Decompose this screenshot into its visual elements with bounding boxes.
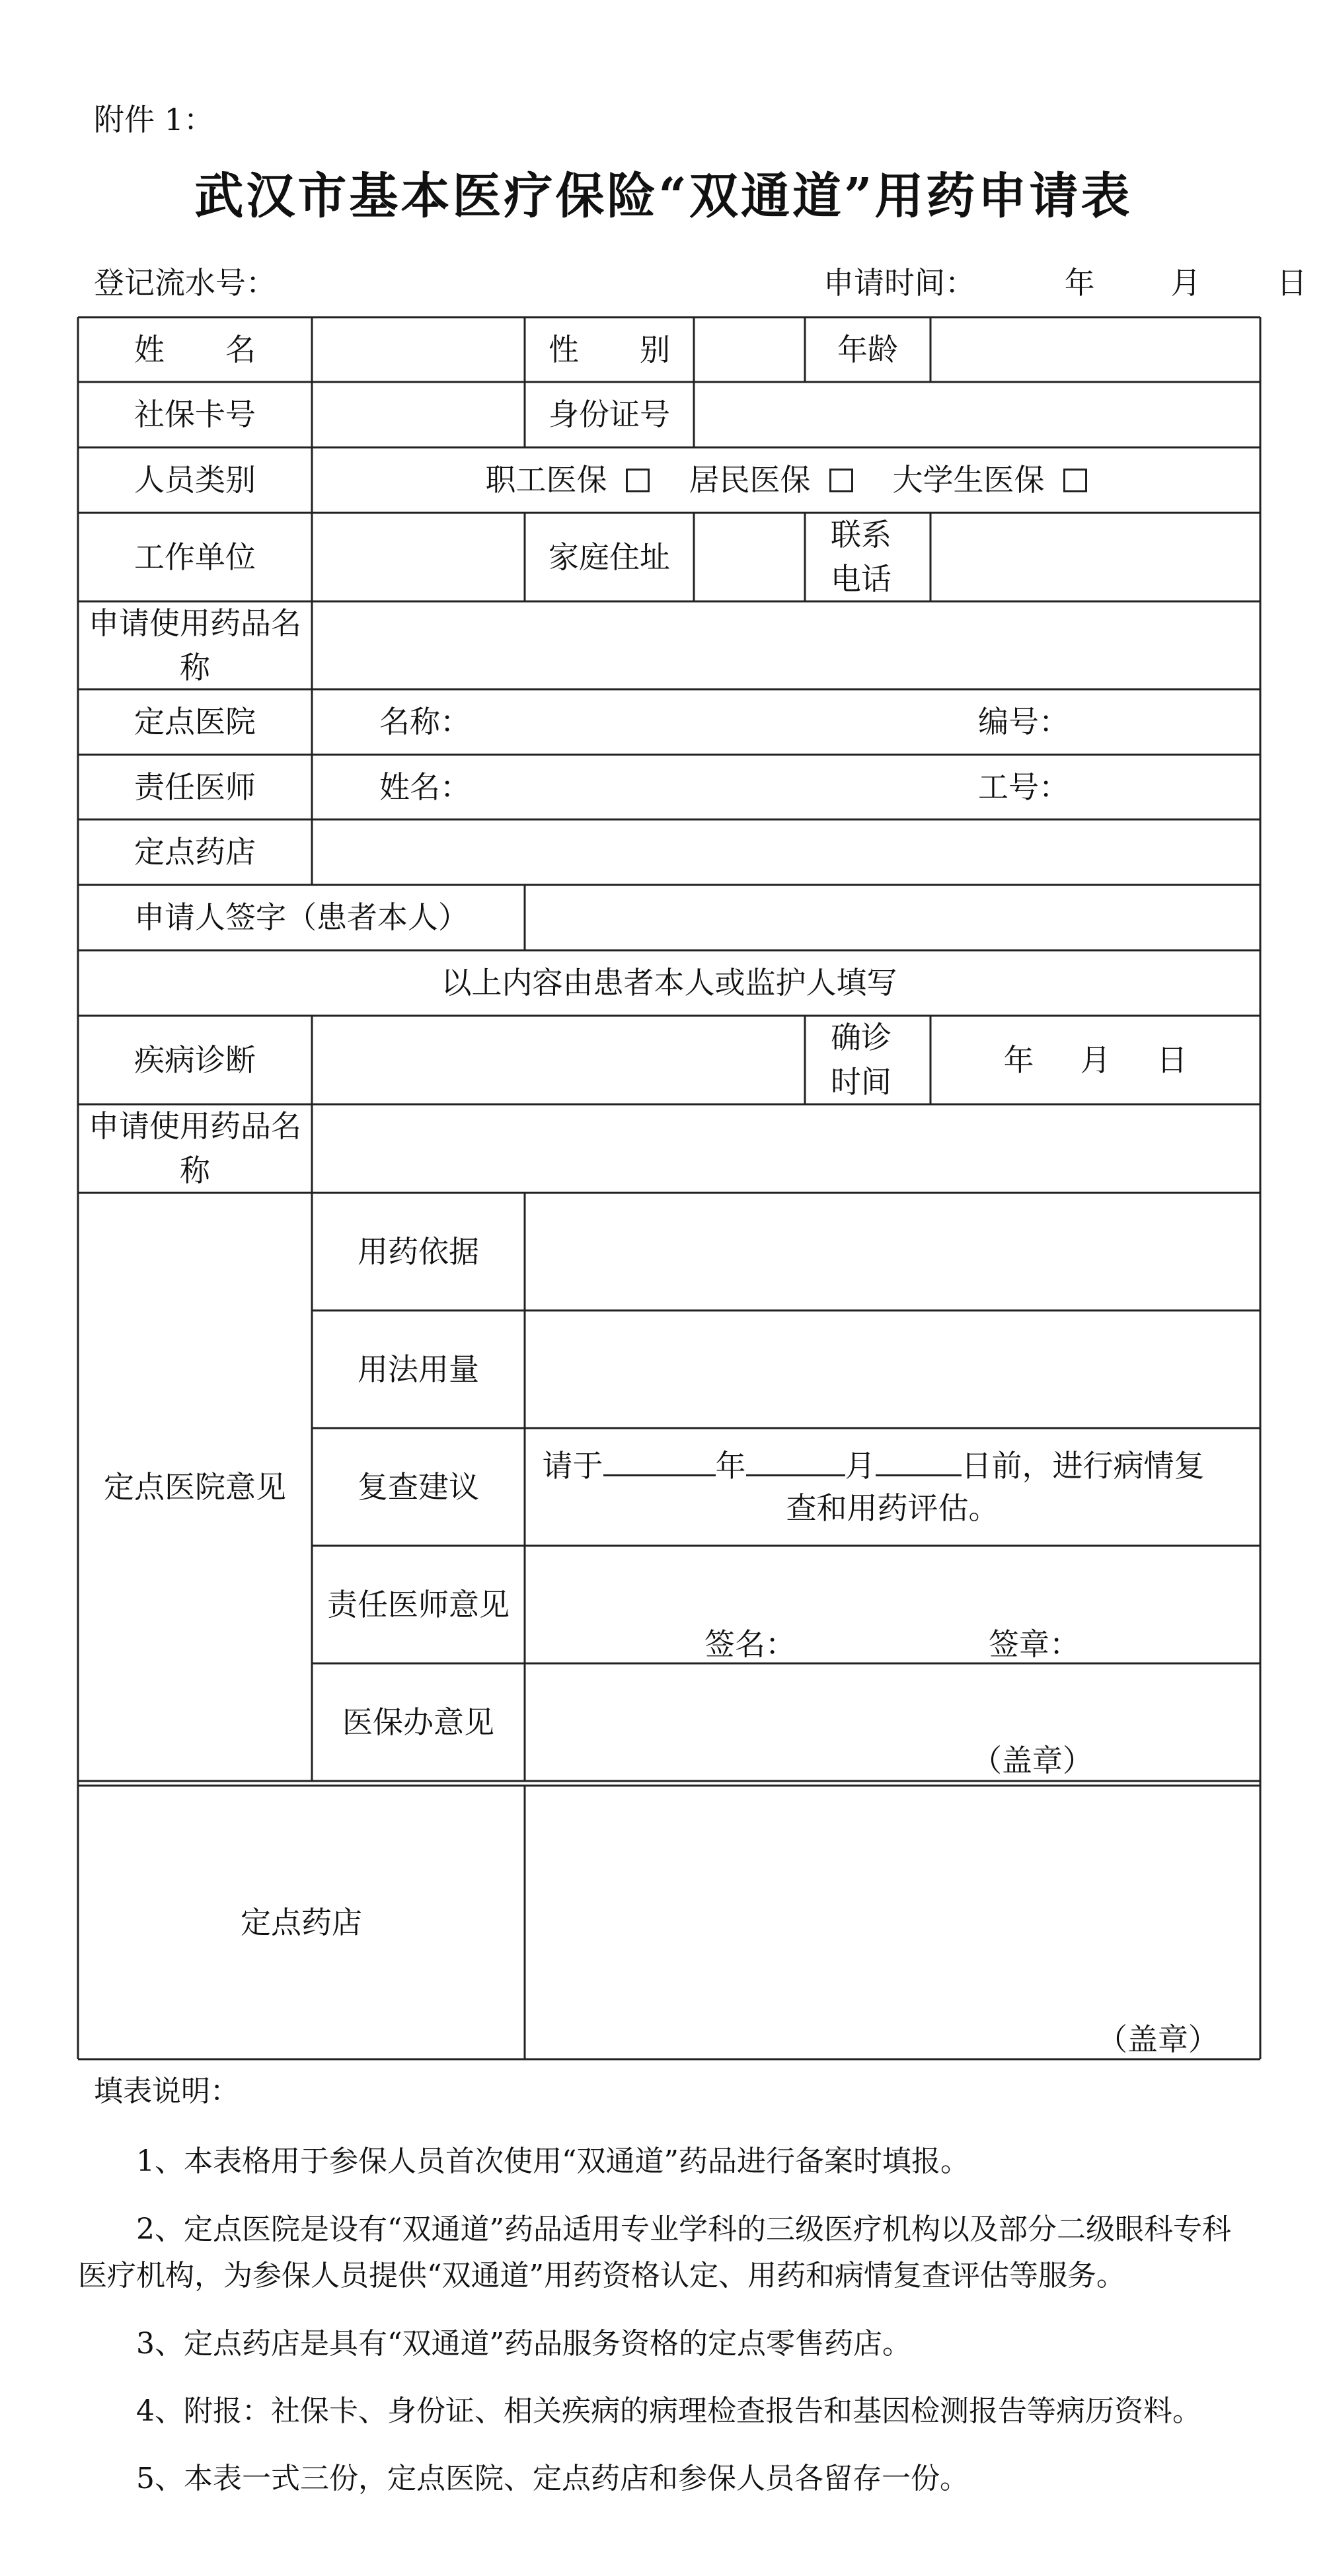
instruction-item: 5、本表一式三份，定点医院、定点药店和参保人员各留存一份。	[136, 2462, 969, 2496]
usage-basis-field[interactable]	[525, 1193, 1260, 1310]
apply-time-label: 申请时间：	[823, 265, 975, 301]
pharmacy-section-label: 定点药店	[241, 1904, 362, 1940]
gender-label: 性 别	[549, 331, 670, 367]
instruction-item: 1、本表格用于参保人员首次使用“双通道”药品进行备案时填报。	[136, 2144, 969, 2179]
dosage-field[interactable]	[525, 1310, 1260, 1428]
confirm-year: 年	[1003, 1042, 1034, 1078]
instructions-heading: 填表说明：	[94, 2074, 239, 2108]
doctor-number-label: 工号：	[978, 769, 1069, 805]
instruction-item: 2、定点医院是设有“双通道”药品适用专业学科的三级医疗机构以及部分二级眼科专科医疗机构，为参保人员提供“双通道”用药资格认定、用药和病情复查评估等服务。	[78, 2212, 1231, 2293]
pharmacy-field[interactable]	[312, 819, 1260, 885]
id-number-label: 身份证号	[549, 397, 670, 433]
doctor-sign-label: 签名：	[704, 1626, 796, 1662]
social-card-label: 社保卡号	[134, 397, 256, 433]
home-address-label: 家庭住址	[549, 539, 670, 575]
home-address-field[interactable]	[694, 513, 805, 601]
hospital-number-label: 编号：	[978, 704, 1069, 740]
category-options	[312, 447, 1260, 513]
category-option-student: 大学生医保	[892, 462, 1045, 498]
disease-diagnosis-label: 疾病诊断	[134, 1042, 256, 1078]
fill-instructions	[78, 2068, 1254, 2503]
category-option-employee: 职工医保	[485, 462, 607, 498]
apply-month: 月	[1170, 265, 1201, 301]
work-unit-label: 工作单位	[134, 539, 256, 575]
recheck-month-blank[interactable]	[746, 1445, 845, 1476]
recheck-advice	[525, 1428, 1260, 1546]
phone-field[interactable]	[930, 513, 1260, 601]
hospital-name-label: 名称：	[379, 704, 471, 740]
recheck-month: 月	[845, 1447, 876, 1484]
phone-label: 联系电话	[831, 517, 891, 597]
recheck-year-blank[interactable]	[603, 1445, 716, 1476]
hospital-opinion-label: 定点医院意见	[104, 1468, 286, 1505]
insurance-office-field[interactable]	[525, 1663, 1260, 1781]
doctor-label: 责任医师	[134, 769, 256, 805]
pharmacy-stamp: （盖章）	[1097, 2022, 1219, 2057]
instruction-item: 3、定点药店是具有“双通道”药品服务资格的定点零售药店。	[136, 2326, 911, 2361]
form-title: 武汉市基本医疗保险“双通道”用药申请表	[194, 168, 1133, 225]
recheck-suffix: 日前，进行病情复	[961, 1447, 1205, 1484]
recheck-day-blank[interactable]	[876, 1445, 962, 1476]
drug-name-label: 申请使用药品名称	[89, 605, 301, 685]
category-option-resident: 居民医保	[689, 462, 811, 498]
age-label: 年龄	[837, 331, 898, 367]
instruction-item: 4、附报：社保卡、身份证、相关疾病的病理检查报告和基因检测报告等病历资料。	[136, 2394, 1201, 2428]
hospital-label: 定点医院	[134, 704, 256, 740]
checkbox-student[interactable]	[1063, 469, 1087, 492]
recheck-line-2: 查和用药评估。	[786, 1490, 999, 1526]
doctor-seal-label: 签章：	[989, 1626, 1080, 1662]
disease-diagnosis-field[interactable]	[312, 1016, 805, 1104]
pharmacy-label: 定点药店	[134, 834, 256, 870]
confirm-day: 日	[1156, 1042, 1188, 1078]
dosage-label: 用法用量	[358, 1351, 479, 1387]
usage-basis-label: 用药依据	[358, 1233, 479, 1269]
recheck-label: 复查建议	[358, 1468, 479, 1505]
fill-note: 以上内容由患者本人或监护人填写	[441, 965, 897, 1001]
drug-name-field-2[interactable]	[312, 1104, 1260, 1193]
serial-number-label: 登记流水号：	[94, 265, 276, 301]
recheck-prefix: 请于	[542, 1447, 603, 1484]
drug-name-label-2: 申请使用药品名称	[89, 1108, 301, 1188]
attachment-label: 附件 1：	[94, 102, 214, 137]
doctor-name-label: 姓名：	[379, 769, 471, 805]
confirm-date[interactable]	[930, 1016, 1260, 1104]
doctor-opinion-field[interactable]	[525, 1546, 1260, 1663]
apply-year: 年	[1064, 265, 1095, 301]
checkbox-resident[interactable]	[829, 469, 853, 492]
confirm-month: 月	[1080, 1042, 1111, 1078]
name-label: 姓 名	[134, 331, 256, 367]
recheck-year: 年	[715, 1447, 746, 1484]
name-field[interactable]	[312, 317, 525, 382]
applicant-signature-label: 申请人签字（患者本人）	[134, 899, 469, 936]
apply-day: 日	[1276, 265, 1307, 301]
category-label: 人员类别	[134, 462, 256, 498]
checkbox-employee[interactable]	[626, 469, 650, 492]
id-number-field[interactable]	[694, 382, 1260, 447]
insurance-office-label: 医保办意见	[342, 1704, 494, 1740]
recheck-line-1	[543, 1445, 1243, 1487]
insurance-stamp: （盖章）	[971, 1743, 1093, 1778]
social-card-field[interactable]	[312, 382, 525, 447]
applicant-signature-field[interactable]	[525, 885, 1260, 950]
gender-field[interactable]	[694, 317, 805, 382]
drug-name-field[interactable]	[312, 601, 1260, 689]
age-field[interactable]	[930, 317, 1260, 382]
work-unit-field[interactable]	[312, 513, 525, 601]
doctor-opinion-label: 责任医师意见	[327, 1586, 510, 1622]
confirm-time-label: 确诊时间	[831, 1020, 891, 1100]
